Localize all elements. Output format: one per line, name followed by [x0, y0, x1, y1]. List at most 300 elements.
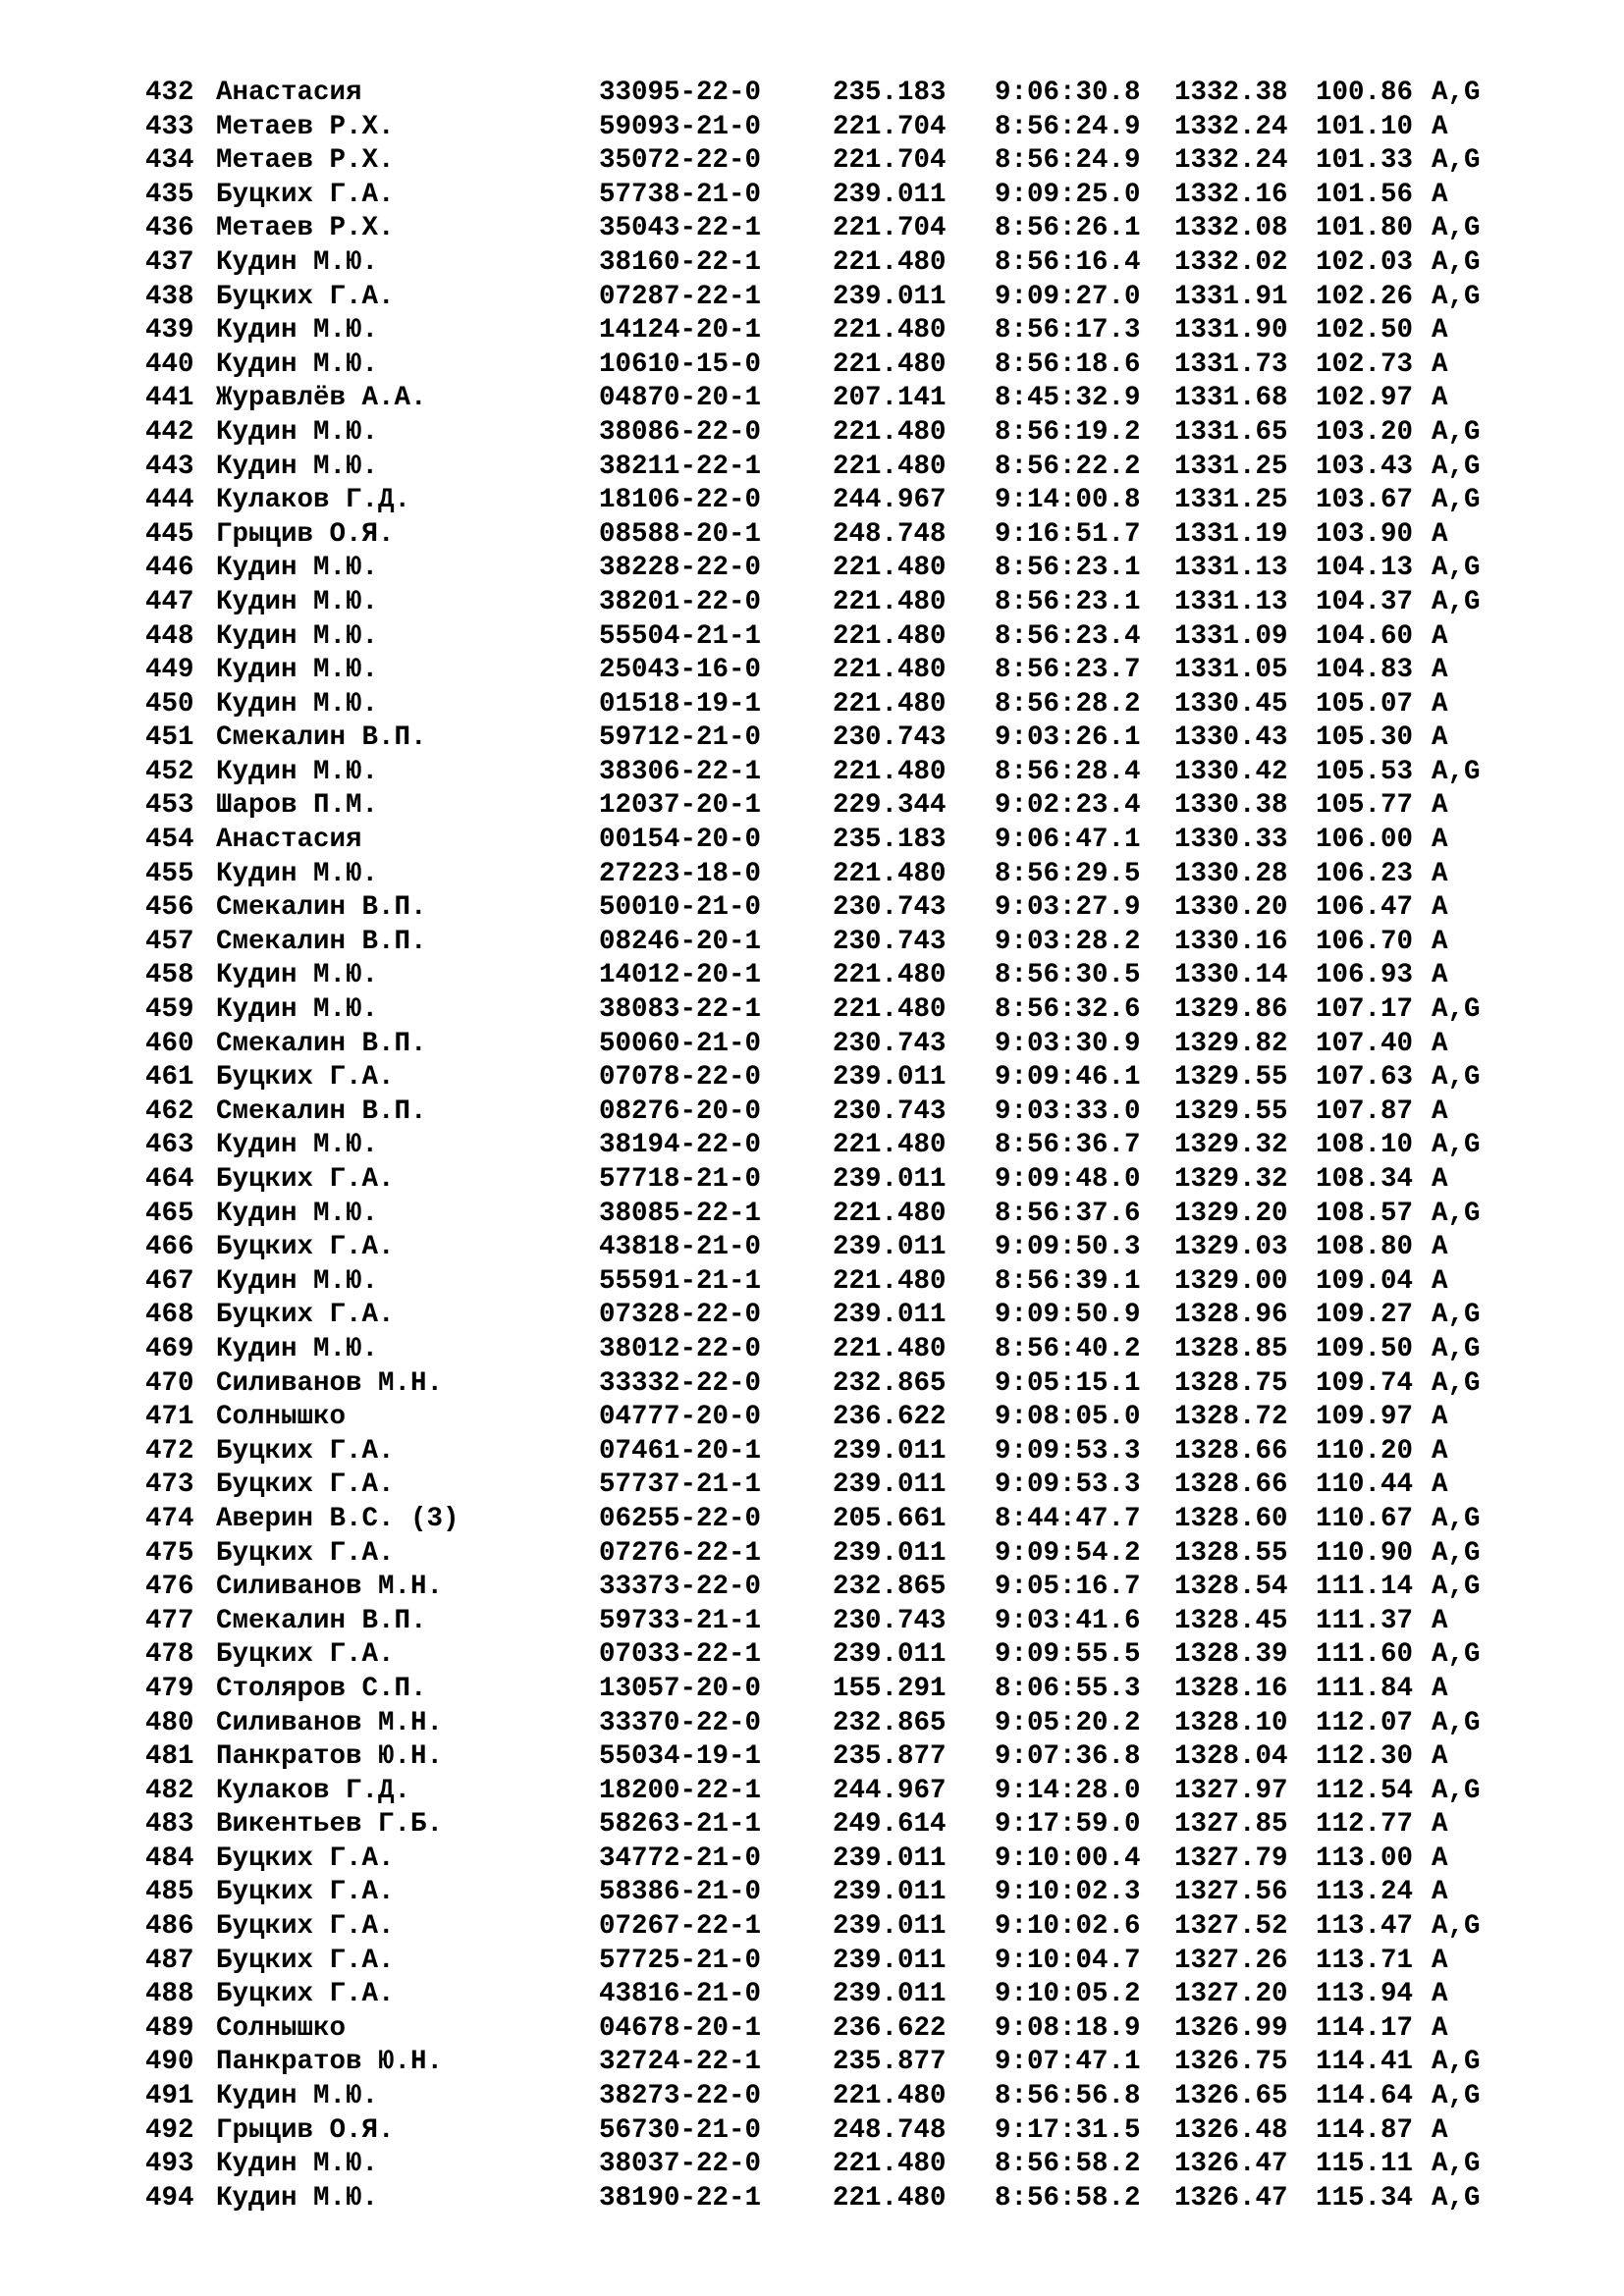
flags: A,G: [1432, 1198, 1481, 1229]
distance: 205.661: [833, 1503, 947, 1534]
place: 463: [145, 1130, 194, 1161]
arrival-time: 8:56:16.4: [995, 246, 1141, 278]
place: 481: [145, 1741, 194, 1773]
ring-id: 38085-22-1: [599, 1198, 762, 1229]
ring-id: 07461-20-1: [599, 1435, 762, 1467]
flags: A,G: [1432, 78, 1481, 108]
ring-id: 07078-22-0: [599, 1062, 762, 1094]
ring-id: 38083-22-1: [599, 994, 762, 1026]
coefficient: 106.00: [1316, 825, 1414, 856]
coefficient: 111.37: [1316, 1605, 1414, 1636]
speed: 1331.65: [1174, 416, 1288, 448]
place: 436: [145, 213, 194, 244]
arrival-time: 8:06:55.3: [995, 1673, 1141, 1704]
distance: 221.480: [833, 246, 947, 278]
coefficient: 108.34: [1316, 1164, 1414, 1195]
distance: 244.967: [833, 1775, 947, 1806]
ring-id: 08246-20-1: [599, 926, 762, 957]
participant-name: Буцких Г.А.: [216, 1232, 395, 1263]
distance: 221.480: [833, 1130, 947, 1161]
speed: 1331.25: [1174, 485, 1288, 516]
speed: 1328.04: [1174, 1741, 1288, 1773]
participant-name: Кудин М.Ю.: [216, 1265, 379, 1297]
arrival-time: 9:05:20.2: [995, 1707, 1141, 1738]
participant-name: Кудин М.Ю.: [216, 451, 379, 482]
arrival-time: 9:09:25.0: [995, 179, 1141, 210]
ring-id: 06255-22-0: [599, 1503, 762, 1534]
coefficient: 100.86: [1316, 78, 1414, 108]
arrival-time: 8:44:47.7: [995, 1503, 1141, 1534]
arrival-time: 8:56:58.2: [995, 2182, 1141, 2214]
ring-id: 57737-21-1: [599, 1469, 762, 1501]
distance: 232.865: [833, 1367, 947, 1399]
participant-name: Панкратов Ю.Н.: [216, 1741, 444, 1773]
ring-id: 43816-21-0: [599, 1979, 762, 2010]
ring-id: 50060-21-0: [599, 1028, 762, 1059]
flags: A,G: [1432, 145, 1481, 177]
flags: A: [1432, 518, 1448, 550]
speed: 1328.60: [1174, 1503, 1288, 1534]
distance: 244.967: [833, 485, 947, 516]
coefficient: 113.94: [1316, 1979, 1414, 2010]
place: 493: [145, 2149, 194, 2180]
arrival-time: 9:17:31.5: [995, 2114, 1141, 2146]
arrival-time: 8:56:32.6: [995, 994, 1141, 1026]
speed: 1332.38: [1174, 78, 1288, 108]
arrival-time: 9:10:02.3: [995, 1877, 1141, 1908]
participant-name: Кудин М.Ю.: [216, 246, 379, 278]
coefficient: 103.90: [1316, 518, 1414, 550]
place: 460: [145, 1028, 194, 1059]
speed: 1332.16: [1174, 179, 1288, 210]
speed: 1331.90: [1174, 315, 1288, 347]
participant-name: Кудин М.Ю.: [216, 416, 379, 448]
participant-name: Грыцив О.Я.: [216, 2114, 395, 2146]
coefficient: 111.60: [1316, 1639, 1414, 1671]
participant-name: Кудин М.Ю.: [216, 620, 379, 652]
arrival-time: 9:17:59.0: [995, 1809, 1141, 1841]
arrival-time: 9:09:27.0: [995, 281, 1141, 312]
ring-id: 33095-22-0: [599, 78, 762, 108]
participant-name: Грыцив О.Я.: [216, 518, 395, 550]
ring-id: 07276-22-1: [599, 1537, 762, 1569]
ring-id: 04777-20-0: [599, 1402, 762, 1433]
coefficient: 107.40: [1316, 1028, 1414, 1059]
speed: 1330.33: [1174, 825, 1288, 856]
flags: A: [1432, 722, 1448, 754]
place: 494: [145, 2182, 194, 2214]
distance: 221.480: [833, 1333, 947, 1364]
speed: 1327.26: [1174, 1945, 1288, 1976]
arrival-time: 9:09:46.1: [995, 1062, 1141, 1094]
distance: 221.480: [833, 348, 947, 380]
participant-name: Буцких Г.А.: [216, 1435, 395, 1467]
arrival-time: 9:09:50.3: [995, 1232, 1141, 1263]
distance: 239.011: [833, 1911, 947, 1943]
coefficient: 102.73: [1316, 348, 1414, 380]
arrival-time: 8:56:23.7: [995, 655, 1141, 686]
ring-id: 08588-20-1: [599, 518, 762, 550]
flags: A,G: [1432, 1572, 1481, 1603]
coefficient: 101.56: [1316, 179, 1414, 210]
ring-id: 07328-22-0: [599, 1300, 762, 1331]
speed: 1326.99: [1174, 2012, 1288, 2044]
speed: 1326.75: [1174, 2047, 1288, 2078]
ring-id: 14012-20-1: [599, 960, 762, 991]
coefficient: 108.57: [1316, 1198, 1414, 1229]
place: 440: [145, 348, 194, 380]
speed: 1330.38: [1174, 790, 1288, 822]
distance: 221.480: [833, 315, 947, 347]
flags: A: [1432, 111, 1448, 142]
flags: A,G: [1432, 451, 1481, 482]
ring-id: 08276-20-0: [599, 1095, 762, 1127]
arrival-time: 8:56:18.6: [995, 348, 1141, 380]
arrival-time: 8:56:30.5: [995, 960, 1141, 991]
flags: A,G: [1432, 1503, 1481, 1534]
flags: A: [1432, 1402, 1448, 1433]
place: 489: [145, 2012, 194, 2044]
place: 438: [145, 281, 194, 312]
place: 483: [145, 1809, 194, 1841]
arrival-time: 9:03:30.9: [995, 1028, 1141, 1059]
arrival-time: 9:09:53.3: [995, 1469, 1141, 1501]
flags: A,G: [1432, 2182, 1481, 2214]
arrival-time: 8:56:58.2: [995, 2149, 1141, 2180]
coefficient: 104.60: [1316, 620, 1414, 652]
coefficient: 106.47: [1316, 892, 1414, 924]
distance: 221.704: [833, 145, 947, 177]
coefficient: 103.67: [1316, 485, 1414, 516]
flags: A: [1432, 825, 1448, 856]
flags: A: [1432, 1979, 1448, 2010]
place: 479: [145, 1673, 194, 1704]
distance: 236.622: [833, 1402, 947, 1433]
coefficient: 113.71: [1316, 1945, 1414, 1976]
participant-name: Буцких Г.А.: [216, 1842, 395, 1874]
arrival-time: 9:16:51.7: [995, 518, 1141, 550]
flags: A,G: [1432, 1775, 1481, 1806]
speed: 1331.19: [1174, 518, 1288, 550]
distance: 229.344: [833, 790, 947, 822]
distance: 221.480: [833, 2182, 947, 2214]
speed: 1328.66: [1174, 1435, 1288, 1467]
participant-name: Кудин М.Ю.: [216, 994, 379, 1026]
flags: A,G: [1432, 756, 1481, 787]
ring-id: 07287-22-1: [599, 281, 762, 312]
speed: 1326.47: [1174, 2149, 1288, 2180]
place: 455: [145, 858, 194, 889]
coefficient: 108.80: [1316, 1232, 1414, 1263]
flags: A: [1432, 1809, 1448, 1841]
participant-name: Силиванов М.Н.: [216, 1707, 444, 1738]
speed: 1331.13: [1174, 586, 1288, 617]
speed: 1329.00: [1174, 1265, 1288, 1297]
speed: 1328.10: [1174, 1707, 1288, 1738]
coefficient: 106.23: [1316, 858, 1414, 889]
speed: 1331.25: [1174, 451, 1288, 482]
distance: 230.743: [833, 722, 947, 754]
speed: 1330.42: [1174, 756, 1288, 787]
place: 444: [145, 485, 194, 516]
flags: A,G: [1432, 2081, 1481, 2112]
speed: 1329.55: [1174, 1062, 1288, 1094]
coefficient: 107.17: [1316, 994, 1414, 1026]
participant-name: Буцких Г.А.: [216, 1469, 395, 1501]
arrival-time: 8:56:23.1: [995, 586, 1141, 617]
participant-name: Кудин М.Ю.: [216, 960, 379, 991]
coefficient: 106.70: [1316, 926, 1414, 957]
place: 471: [145, 1402, 194, 1433]
coefficient: 110.90: [1316, 1537, 1414, 1569]
ring-id: 43818-21-0: [599, 1232, 762, 1263]
distance: 221.480: [833, 586, 947, 617]
participant-name: Буцких Г.А.: [216, 1300, 395, 1331]
participant-name: Кудин М.Ю.: [216, 2081, 379, 2112]
distance: 235.183: [833, 825, 947, 856]
place: 491: [145, 2081, 194, 2112]
distance: 221.480: [833, 2149, 947, 2180]
speed: 1331.73: [1174, 348, 1288, 380]
distance: 239.011: [833, 1945, 947, 1976]
ring-id: 38086-22-0: [599, 416, 762, 448]
coefficient: 113.24: [1316, 1877, 1414, 1908]
place: 443: [145, 451, 194, 482]
arrival-time: 9:07:36.8: [995, 1741, 1141, 1773]
speed: 1329.20: [1174, 1198, 1288, 1229]
distance: 239.011: [833, 1300, 947, 1331]
arrival-time: 9:09:53.3: [995, 1435, 1141, 1467]
participant-name: Панкратов Ю.Н.: [216, 2047, 444, 2078]
coefficient: 104.13: [1316, 553, 1414, 584]
ring-id: 57718-21-0: [599, 1164, 762, 1195]
place: 472: [145, 1435, 194, 1467]
place: 480: [145, 1707, 194, 1738]
participant-name: Кудин М.Ю.: [216, 315, 379, 347]
participant-name: Кудин М.Ю.: [216, 348, 379, 380]
speed: 1332.24: [1174, 111, 1288, 142]
coefficient: 105.30: [1316, 722, 1414, 754]
participant-name: Буцких Г.А.: [216, 1537, 395, 1569]
ring-id: 35072-22-0: [599, 145, 762, 177]
distance: 239.011: [833, 1979, 947, 2010]
speed: 1330.45: [1174, 688, 1288, 720]
ring-id: 58263-21-1: [599, 1809, 762, 1841]
distance: 239.011: [833, 1469, 947, 1501]
place: 442: [145, 416, 194, 448]
coefficient: 110.67: [1316, 1503, 1414, 1534]
flags: A: [1432, 1945, 1448, 1976]
coefficient: 106.93: [1316, 960, 1414, 991]
participant-name: Буцких Г.А.: [216, 281, 395, 312]
distance: 221.480: [833, 1265, 947, 1297]
speed: 1330.16: [1174, 926, 1288, 957]
distance: 230.743: [833, 1095, 947, 1127]
distance: 221.480: [833, 2081, 947, 2112]
coefficient: 112.30: [1316, 1741, 1414, 1773]
participant-name: Силиванов М.Н.: [216, 1572, 444, 1603]
arrival-time: 8:56:40.2: [995, 1333, 1141, 1364]
ring-id: 50010-21-0: [599, 892, 762, 924]
coefficient: 102.50: [1316, 315, 1414, 347]
distance: 239.011: [833, 179, 947, 210]
coefficient: 105.77: [1316, 790, 1414, 822]
flags: A: [1432, 1435, 1448, 1467]
arrival-time: 8:56:28.2: [995, 688, 1141, 720]
participant-name: Аверин В.С. (3): [216, 1503, 460, 1534]
place: 486: [145, 1911, 194, 1943]
flags: A: [1432, 960, 1448, 991]
ring-id: 55034-19-1: [599, 1741, 762, 1773]
ring-id: 38190-22-1: [599, 2182, 762, 2214]
speed: 1328.39: [1174, 1639, 1288, 1671]
flags: A: [1432, 1028, 1448, 1059]
place: 467: [145, 1265, 194, 1297]
ring-id: 38012-22-0: [599, 1333, 762, 1364]
arrival-time: 8:56:19.2: [995, 416, 1141, 448]
ring-id: 38194-22-0: [599, 1130, 762, 1161]
participant-name: Анастасия: [216, 825, 362, 856]
ring-id: 18200-22-1: [599, 1775, 762, 1806]
coefficient: 115.34: [1316, 2182, 1414, 2214]
coefficient: 103.43: [1316, 451, 1414, 482]
flags: A: [1432, 1605, 1448, 1636]
ring-id: 38201-22-0: [599, 586, 762, 617]
flags: A,G: [1432, 1911, 1481, 1943]
speed: 1327.52: [1174, 1911, 1288, 1943]
participant-name: Кудин М.Ю.: [216, 1333, 379, 1364]
flags: A,G: [1432, 1062, 1481, 1094]
distance: 221.480: [833, 553, 947, 584]
place: 452: [145, 756, 194, 787]
coefficient: 101.80: [1316, 213, 1414, 244]
flags: A: [1432, 1469, 1448, 1501]
ring-id: 25043-16-0: [599, 655, 762, 686]
speed: 1327.20: [1174, 1979, 1288, 2010]
flags: A: [1432, 1164, 1448, 1195]
place: 484: [145, 1842, 194, 1874]
participant-name: Журавлёв А.А.: [216, 383, 427, 414]
coefficient: 103.20: [1316, 416, 1414, 448]
participant-name: Столяров С.П.: [216, 1673, 427, 1704]
coefficient: 110.44: [1316, 1469, 1414, 1501]
ring-id: 12037-20-1: [599, 790, 762, 822]
distance: 221.704: [833, 213, 947, 244]
flags: A: [1432, 790, 1448, 822]
participant-name: Буцких Г.А.: [216, 1164, 395, 1195]
place: 454: [145, 825, 194, 856]
distance: 239.011: [833, 1877, 947, 1908]
flags: A,G: [1432, 1639, 1481, 1671]
distance: 221.480: [833, 688, 947, 720]
participant-name: Метаев Р.Х.: [216, 213, 395, 244]
coefficient: 115.11: [1316, 2149, 1414, 2180]
participant-name: Кулаков Г.Д.: [216, 485, 411, 516]
speed: 1326.47: [1174, 2182, 1288, 2214]
arrival-time: 9:02:23.4: [995, 790, 1141, 822]
participant-name: Буцких Г.А.: [216, 1877, 395, 1908]
ring-id: 07033-22-1: [599, 1639, 762, 1671]
ring-id: 59712-21-0: [599, 722, 762, 754]
ring-id: 38211-22-1: [599, 451, 762, 482]
place: 449: [145, 655, 194, 686]
flags: A: [1432, 620, 1448, 652]
participant-name: Кудин М.Ю.: [216, 1130, 379, 1161]
flags: A: [1432, 688, 1448, 720]
participant-name: Буцких Г.А.: [216, 1979, 395, 2010]
speed: 1328.96: [1174, 1300, 1288, 1331]
coefficient: 101.33: [1316, 145, 1414, 177]
place: 465: [145, 1198, 194, 1229]
arrival-time: 8:56:37.6: [995, 1198, 1141, 1229]
flags: A: [1432, 858, 1448, 889]
place: 473: [145, 1469, 194, 1501]
place: 487: [145, 1945, 194, 1976]
arrival-time: 8:56:39.1: [995, 1265, 1141, 1297]
coefficient: 113.47: [1316, 1911, 1414, 1943]
flags: A: [1432, 1741, 1448, 1773]
speed: 1330.43: [1174, 722, 1288, 754]
speed: 1332.08: [1174, 213, 1288, 244]
distance: 230.743: [833, 1605, 947, 1636]
arrival-time: 9:03:28.2: [995, 926, 1141, 957]
place: 470: [145, 1367, 194, 1399]
coefficient: 112.77: [1316, 1809, 1414, 1841]
arrival-time: 9:09:54.2: [995, 1537, 1141, 1569]
ring-id: 38306-22-1: [599, 756, 762, 787]
ring-id: 56730-21-0: [599, 2114, 762, 2146]
arrival-time: 8:56:56.8: [995, 2081, 1141, 2112]
distance: 239.011: [833, 1062, 947, 1094]
speed: 1327.85: [1174, 1809, 1288, 1841]
participant-name: Смекалин В.П.: [216, 1095, 427, 1127]
coefficient: 114.41: [1316, 2047, 1414, 2078]
coefficient: 109.27: [1316, 1300, 1414, 1331]
participant-name: Смекалин В.П.: [216, 722, 427, 754]
arrival-time: 9:10:02.6: [995, 1911, 1141, 1943]
participant-name: Кудин М.Ю.: [216, 553, 379, 584]
distance: 230.743: [833, 892, 947, 924]
place: 450: [145, 688, 194, 720]
place: 485: [145, 1877, 194, 1908]
arrival-time: 9:09:50.9: [995, 1300, 1141, 1331]
flags: A,G: [1432, 553, 1481, 584]
arrival-time: 9:08:05.0: [995, 1402, 1141, 1433]
ring-id: 01518-19-1: [599, 688, 762, 720]
coefficient: 112.54: [1316, 1775, 1414, 1806]
coefficient: 109.97: [1316, 1402, 1414, 1433]
arrival-time: 9:07:47.1: [995, 2047, 1141, 2078]
distance: 235.877: [833, 1741, 947, 1773]
participant-name: Анастасия: [216, 78, 362, 108]
speed: 1330.14: [1174, 960, 1288, 991]
coefficient: 111.84: [1316, 1673, 1414, 1704]
arrival-time: 9:10:05.2: [995, 1979, 1141, 2010]
distance: 221.480: [833, 858, 947, 889]
flags: A,G: [1432, 586, 1481, 617]
arrival-time: 8:56:22.2: [995, 451, 1141, 482]
distance: 221.480: [833, 1198, 947, 1229]
speed: 1327.97: [1174, 1775, 1288, 1806]
flags: A,G: [1432, 416, 1481, 448]
coefficient: 105.53: [1316, 756, 1414, 787]
ring-id: 59093-21-0: [599, 111, 762, 142]
arrival-time: 9:05:15.1: [995, 1367, 1141, 1399]
participant-name: Буцких Г.А.: [216, 1945, 395, 1976]
speed: 1329.32: [1174, 1130, 1288, 1161]
arrival-time: 9:06:47.1: [995, 825, 1141, 856]
speed: 1327.79: [1174, 1842, 1288, 1874]
